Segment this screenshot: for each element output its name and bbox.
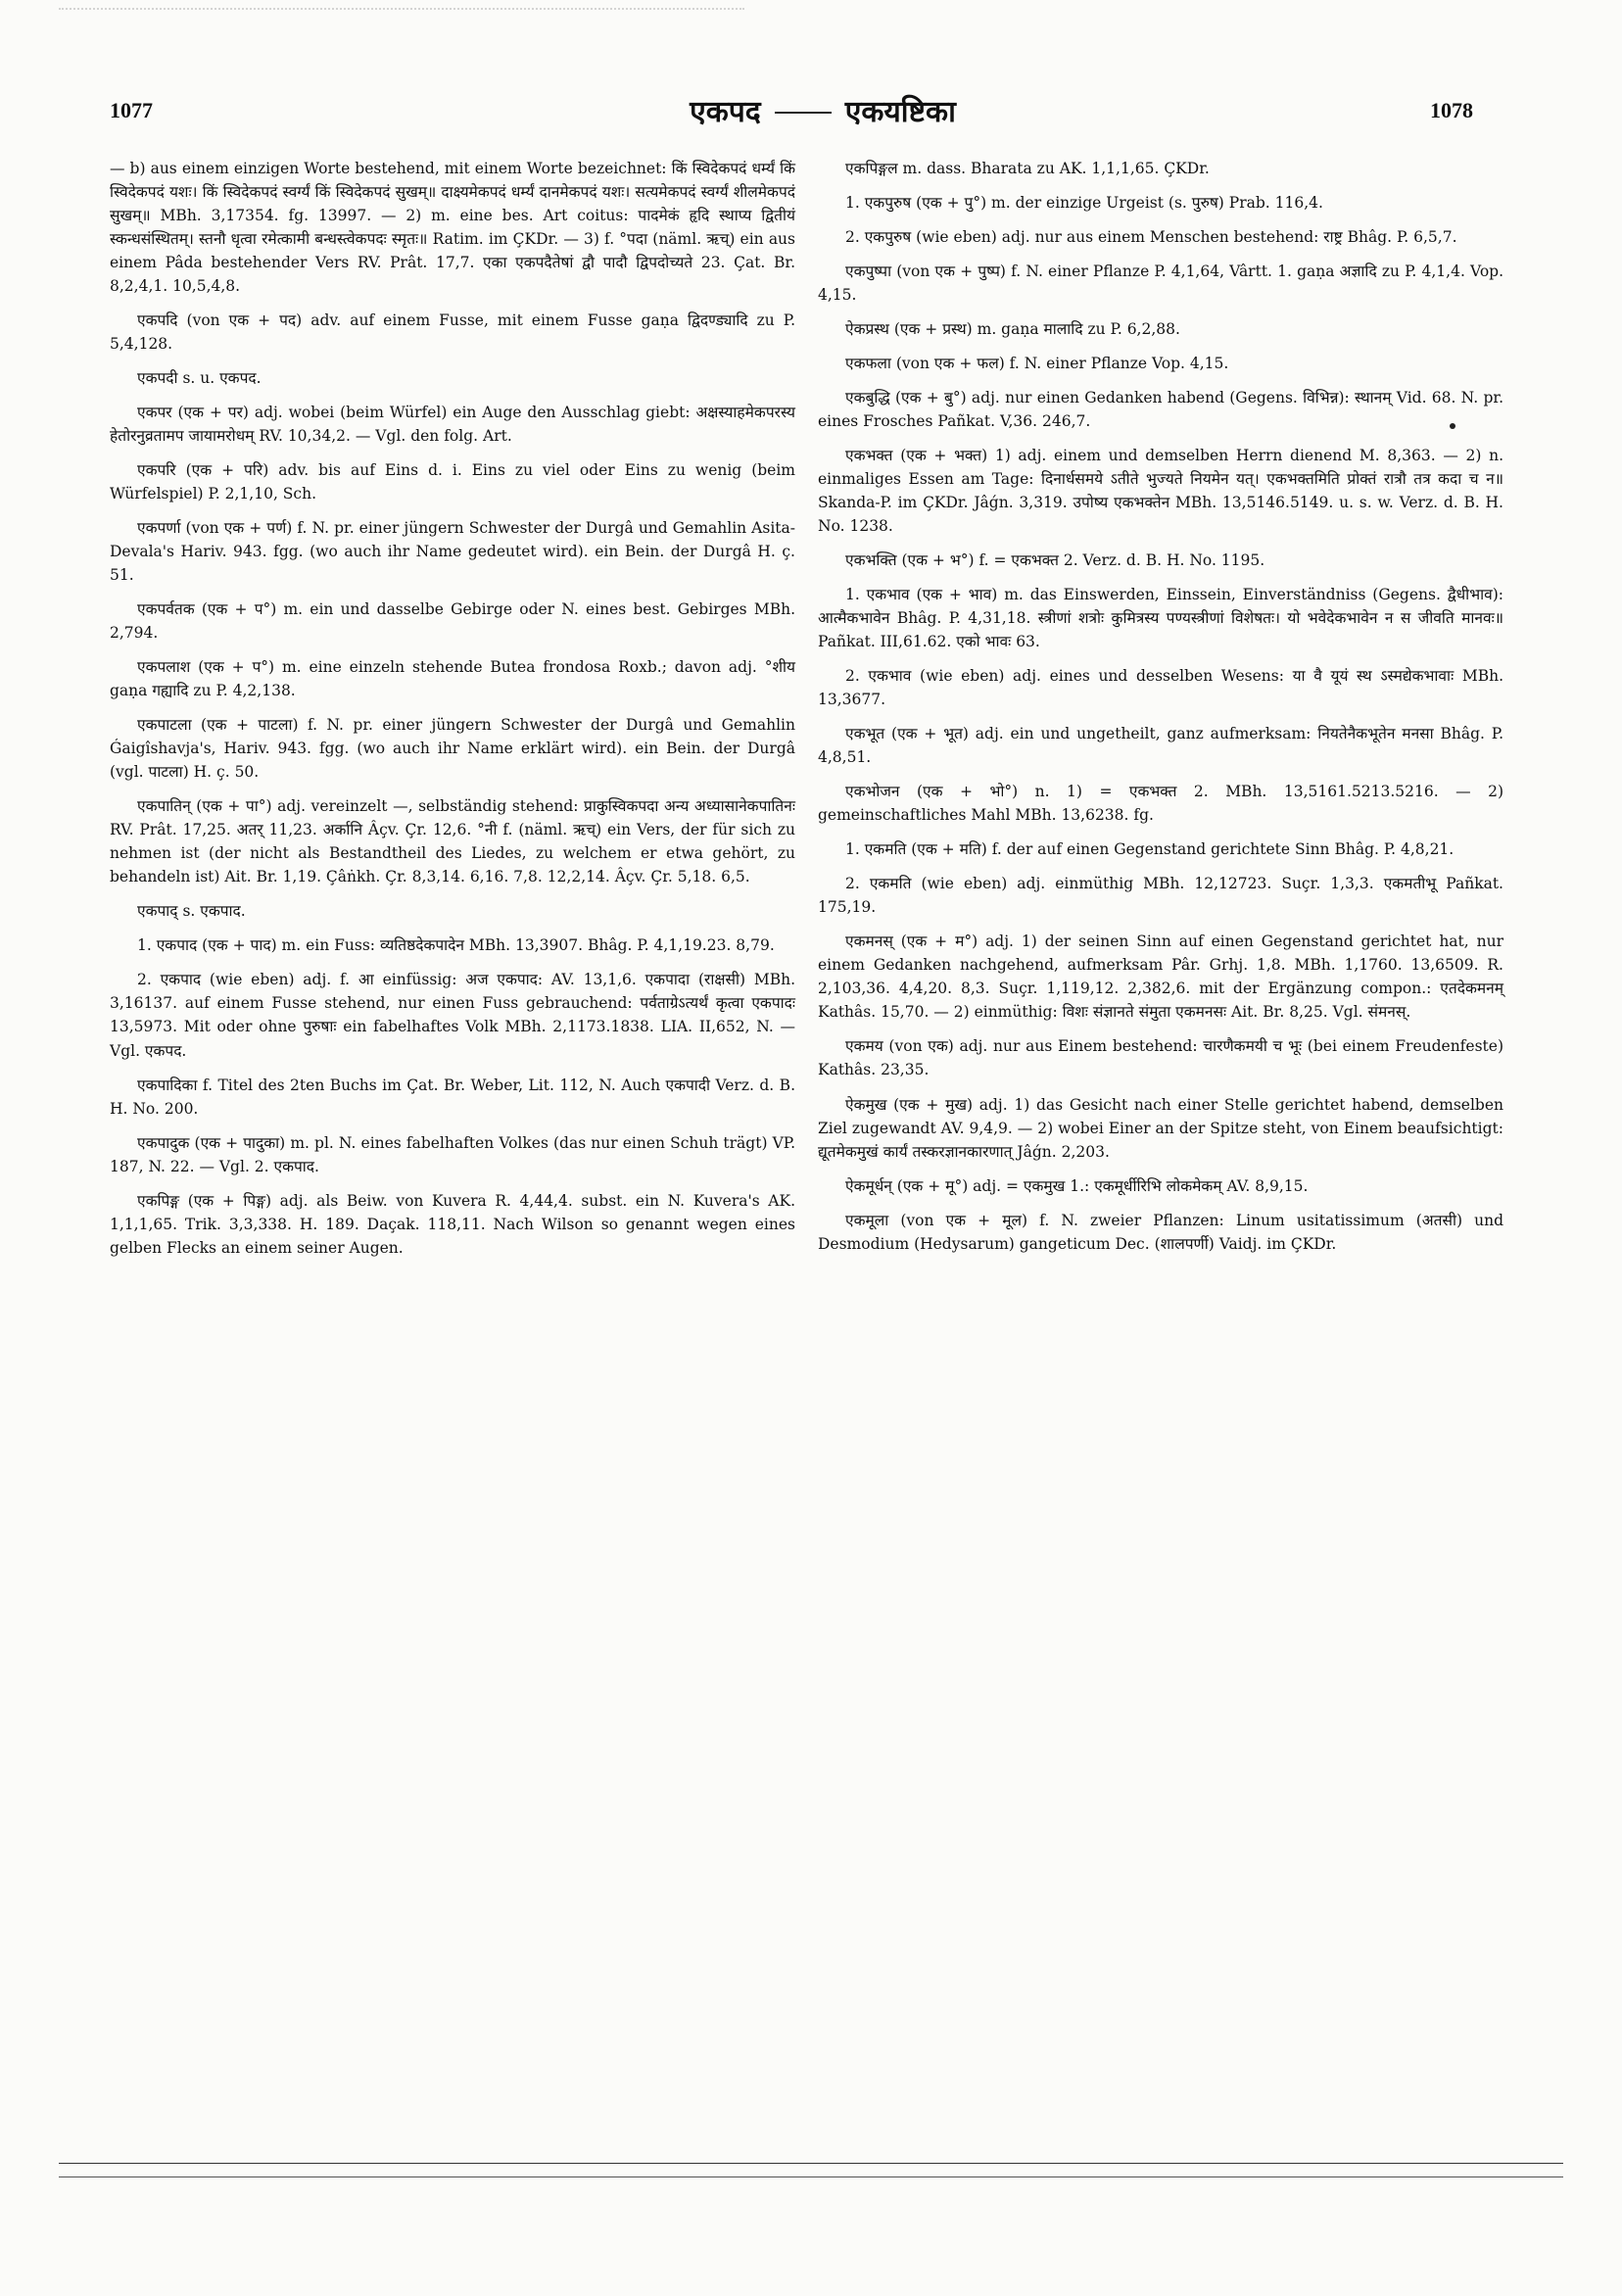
dictionary-entry: एकपादिका f. Titel des 2ten Buchs im Çat. Br. Weber, Lit. 112, N. Auch एकपादी Verz. d. B. H. No. 200. (110, 1076, 795, 1118)
left-column (110, 157, 795, 1270)
dictionary-entry: एकफला (von एक + फल) f. N. einer Pflanze Vop. 4,15. (845, 355, 1229, 373)
dictionary-entry: एकमनस् (एक + म°) adj. 1) der seinen Sinn auf einen Gegenstand gerichtet hat, nur einem Gedanken nachgehend, aufmerksam Pâr. Grhj. 1,8. MBh. 1,1760. 13,6509. R. 2,103,36. 4,4,20. 8,3. Suçr. 1,119,12. 2,382,6. mit der Ergänzung compon.: एतदेकमनम् Kathâs. 15,70. — 2) einmüthig: विशः संज्ञानते संमुता एकमनसः Ait. Br. 8,25. Vgl. संमनस्. (818, 933, 1503, 1022)
dictionary-entry: एकभोजन (एक + भो°) n. 1) = एकभक्त 2. MBh. 13,5161.5213.5216. — 2) gemeinschaftliches Mahl MBh. 13,6238. fg. (818, 783, 1503, 825)
dictionary-entry: 2. एकपाद (wie eben) adj. f. आ einfüssig: अज एकपाद: AV. 13,1,6. एकपादा (राक्षसी) MBh. 3,16137. auf einem Fusse stehend, nur einen Fuss gebrauchend: पर्वताग्रेऽत्यर्थं कृत्वा एकपादः 13,5973. Mit oder ohne पुरुषाः ein fabelhaftes Volk MBh. 2,1173.1838. LIA. II,652, N. — Vgl. एकपद. (110, 971, 795, 1060)
header-right-word: एकयष्टिका (844, 95, 956, 129)
dictionary-entry: 2. एकभाव (wie eben) adj. eines und desselben Wesens: या वै यूयं स्थ ऽस्मद्येकभावाः MBh. 13,3677. (818, 667, 1503, 709)
right-column (818, 157, 1503, 1267)
dictionary-entry: एकभक्त (एक + भक्त) 1) adj. einem und demselben Herrn dienend M. 8,363. — 2) n. einmaliges Essen am Tage: दिनार्धसमये ऽतीते भुज्यते नियमेन यत्। एकभक्तमिति प्रोक्तं रात्रौ तत्र कदा च न॥ Skanda-P. im ÇKDr. Jâǵn. 3,319. उपोष्य एकभक्तेन MBh. 13,5146.5149. u. s. w. Verz. d. B. H. No. 1238. (818, 447, 1503, 536)
dictionary-entry: 1. एकपुरुष (एक + पु°) m. der einzige Urgeist (s. पुरुष) Prab. 116,4. (845, 194, 1323, 213)
dictionary-entry: एकभक्ति (एक + भ°) f. = एकभक्त 2. Verz. d. B. H. No. 1195. (845, 551, 1265, 570)
page-number-right: 1078 (1430, 98, 1473, 122)
dictionary-entry: एकपुष्पा (von एक + पुष्प) f. N. einer Pflanze P. 4,1,64, Vârtt. 1. gaṇa अज्ञादि zu P. 4,1,4. Vop. 4,15. (818, 263, 1503, 305)
dictionary-entry: 1. एकमति (एक + मति) f. der auf einen Gegenstand gerichtete Sinn Bhâg. P. 4,8,21. (845, 840, 1455, 859)
dictionary-entry: एकपिङ्गल m. dass. Bharata zu AK. 1,1,1,65. ÇKDr. (845, 160, 1210, 177)
dictionary-entry: ऐकमूर्धन् (एक + मू°) adj. = एकमुख 1.: एकमूर्धीरिभि लोकमेकम् AV. 8,9,15. (845, 1176, 1309, 1195)
dictionary-entry: एकपादुक (एक + पादुका) m. pl. N. eines fabelhaften Volkes (das nur einen Schuh trägt) VP. 187, N. 22. — Vgl. 2. एकपाद. (110, 1133, 795, 1175)
dictionary-entry: एकपाटला (एक + पाटला) f. N. pr. einer jüngern Schwester der Durgâ und Gemahlin Ǵaigîshavja's, Hariv. 943. fgg. (wo auch ihr Name erklärt wird). ein Bein. der Durgâ (vgl. पाटला) H. ç. 50. (110, 716, 795, 782)
dictionary-entry: ऐकप्रस्थ (एक + प्रस्थ) m. gaṇa मालादि zu P. 6,2,88. (845, 320, 1180, 339)
dictionary-entry: 2. एकमति (wie eben) adj. einmüthig MBh. 12,12723. Suçr. 1,3,3. एकमतीभू Pañkat. 175,19. (818, 875, 1503, 917)
header-left-word: एकपद (690, 95, 761, 129)
dictionary-entry: एकपरि (एक + परि) adv. bis auf Eins d. i. Eins zu viel oder Eins zu wenig (beim Würfelspiel) P. 2,1,10, Sch. (110, 461, 795, 503)
dictionary-entry: एकपर्णा (von एक + पर्ण) f. N. pr. einer jüngern Schwester der Durgâ und Gemahlin Asita-Devala's Hariv. 943. fgg. (wo auch ihr Name gedeutet wird). ein Bein. der Durgâ H. ç. 51. (110, 519, 795, 585)
dictionary-entry: एकपिङ्ग (एक + पिङ्ग) adj. als Beiw. von Kuvera R. 4,44,4. subst. ein N. Kuvera's AK. 1,1,1,65. Trik. 3,3,338. H. 189. Daçak. 118,11. Nach Wilson so genannt wegen eines gelben Flecks an einem seiner Augen. (110, 1191, 795, 1257)
scan-artifact (59, 8, 744, 13)
dictionary-entry: एकपातिन् (एक + पा°) adj. vereinzelt —, selbständig stehend: प्राकुस्विकपदा अन्य अध्यासानेकपातिनः RV. Prât. 17,25. अतर् 11,23. अर्कानि Âçv. Çr. 12,6. °नी f. (näml. ऋच्) ein Vers, der für sich zu nehmen ist (der nicht als Bestandtheil des Liedes, zu welchem er etwa gehört, zu behandeln ist) Ait. Br. 1,19. Çâṅkh. Çr. 8,3,14. 6,16. 7,8. 12,2,14. Âçv. Çr. 5,18. 6,5. (110, 797, 795, 886)
dictionary-entry: एकपर्वतक (एक + प°) m. ein und dasselbe Gebirge oder N. eines best. Gebirges MBh. 2,794. (110, 600, 795, 643)
dictionary-entry: 2. एकपुरुष (wie eben) adj. nur aus einem Menschen bestehend: राष्ट्र Bhâg. P. 6,5,7. (845, 228, 1457, 247)
dictionary-entry: 1. एकभाव (एक + भाव) m. das Einswerden, Einssein, Einverständniss (Gegens. द्वैधीभाव): आत्मैकभावेन Bhâg. P. 4,31,18. स्त्रीणां शत्रोः कुमित्रस्य पण्यस्त्रीणां विशेषतः। यो भवेदेकभावेन न स जीवति मानवः॥ Pañkat. III,61.62. एको भावः 63. (818, 586, 1503, 651)
bottom-rule-secondary (59, 2176, 1563, 2177)
dictionary-entry: एकभूत (एक + भूत) adj. ein und ungetheilt, ganz aufmerksam: नियतेनैकभूतेन मनसा Bhâg. P. 4,8,51. (818, 725, 1503, 767)
dictionary-entry: एकपलाश (एक + प°) m. eine einzeln stehende Butea frondosa Roxb.; davon adj. °शीय gaṇa गह्यादि zu P. 4,2,138. (110, 658, 795, 700)
bottom-rule (59, 2163, 1563, 2164)
header-dash (775, 112, 832, 114)
dictionary-entry: एकपदि (von एक + पद) adv. auf einem Fusse, mit einem Fusse gaṇa द्विदण्ड्यादि zu P. 5,4,128. (110, 311, 795, 354)
dictionary-entry: एकपाद् s. एकपाद. (137, 902, 246, 921)
dictionary-entry: एकबुद्धि (एक + बु°) adj. nur einen Gedanken habend (Gegens. विभिन्न): स्थानम् Vid. 68. N. pr. eines Frosches Pañkat. V,36. 246,7. (818, 389, 1503, 431)
running-header (607, 90, 1038, 130)
dictionary-entry: ऐकमुख (एक + मुख) adj. 1) das Gesicht nach einer Stelle gerichtet habend, demselben Ziel zugewandt AV. 9,4,9. — 2) wobei Einer an der Spitze steht, von Einem beaufsichtigt: द्यूतमेकमुखं कार्यं तस्करज्ञानकारणात् Jâǵn. 2,203. (818, 1095, 1503, 1161)
dictionary-entry: एकपदी s. u. एकपद. (137, 369, 262, 388)
dictionary-entry: — b) aus einem einzigen Worte bestehend, mit einem Worte bezeichnet: किं स्विदेकपदं धर्म्यं किं स्विदेकपदं यशः। किं स्विदेकपदं स्वर्ग्यं किं स्विदेकपदं सुखम्॥ दाक्ष्यमेकपदं धर्म्यं दानमेकपदं यशः। सत्यमेकपदं स्वर्ग्यं शीलमेकपदं सुखम्॥ MBh. 3,17354. fg. 13997. — 2) m. eine bes. Art coitus: पादमेकं हृदि स्थाप्य द्वितीयं स्कन्धसंस्थितम्। स्तनौ धृत्वा रमेत्कामी बन्धस्त्वेकपदः स्मृतः॥ Ratim. im ÇKDr. — 3) f. °पदा (näml. ऋच्) ein aus einem Pâda bestehender Vers RV. Prât. 17,7. एका एकपदैतेषां द्वौ पादौ द्विपदोच्यते 23. Çat. Br. 8,2,4,1. 10,5,4,8. (110, 160, 795, 296)
dictionary-entry: एकमय (von एक) adj. nur aus Einem bestehend: चारणैकमयी च भूः (bei einem Freudenfeste) Kathâs. 23,35. (818, 1037, 1503, 1079)
dictionary-entry: एकपर (एक + पर) adj. wobei (beim Würfel) ein Auge den Ausschlag giebt: अक्षस्याहमेकपरस्य हेतोरनुव्रतामप जायामरोधम् RV. 10,34,2. — Vgl. den folg. Art. (110, 404, 795, 446)
page-number-left: 1077 (110, 98, 153, 122)
dictionary-entry: 1. एकपाद (एक + पाद) m. ein Fuss: व्यतिष्ठदेकपादेन MBh. 13,3907. Bhâg. P. 4,1,19.23. 8,79. (137, 936, 775, 955)
dictionary-entry: एकमूला (von एक + मूल) f. N. zweier Pflanzen: Linum usitatissimum (अतसी) und Desmodium (Hedysarum) gangeticum Dec. (शालपर्णी) Vaidj. im ÇKDr. (818, 1211, 1503, 1253)
